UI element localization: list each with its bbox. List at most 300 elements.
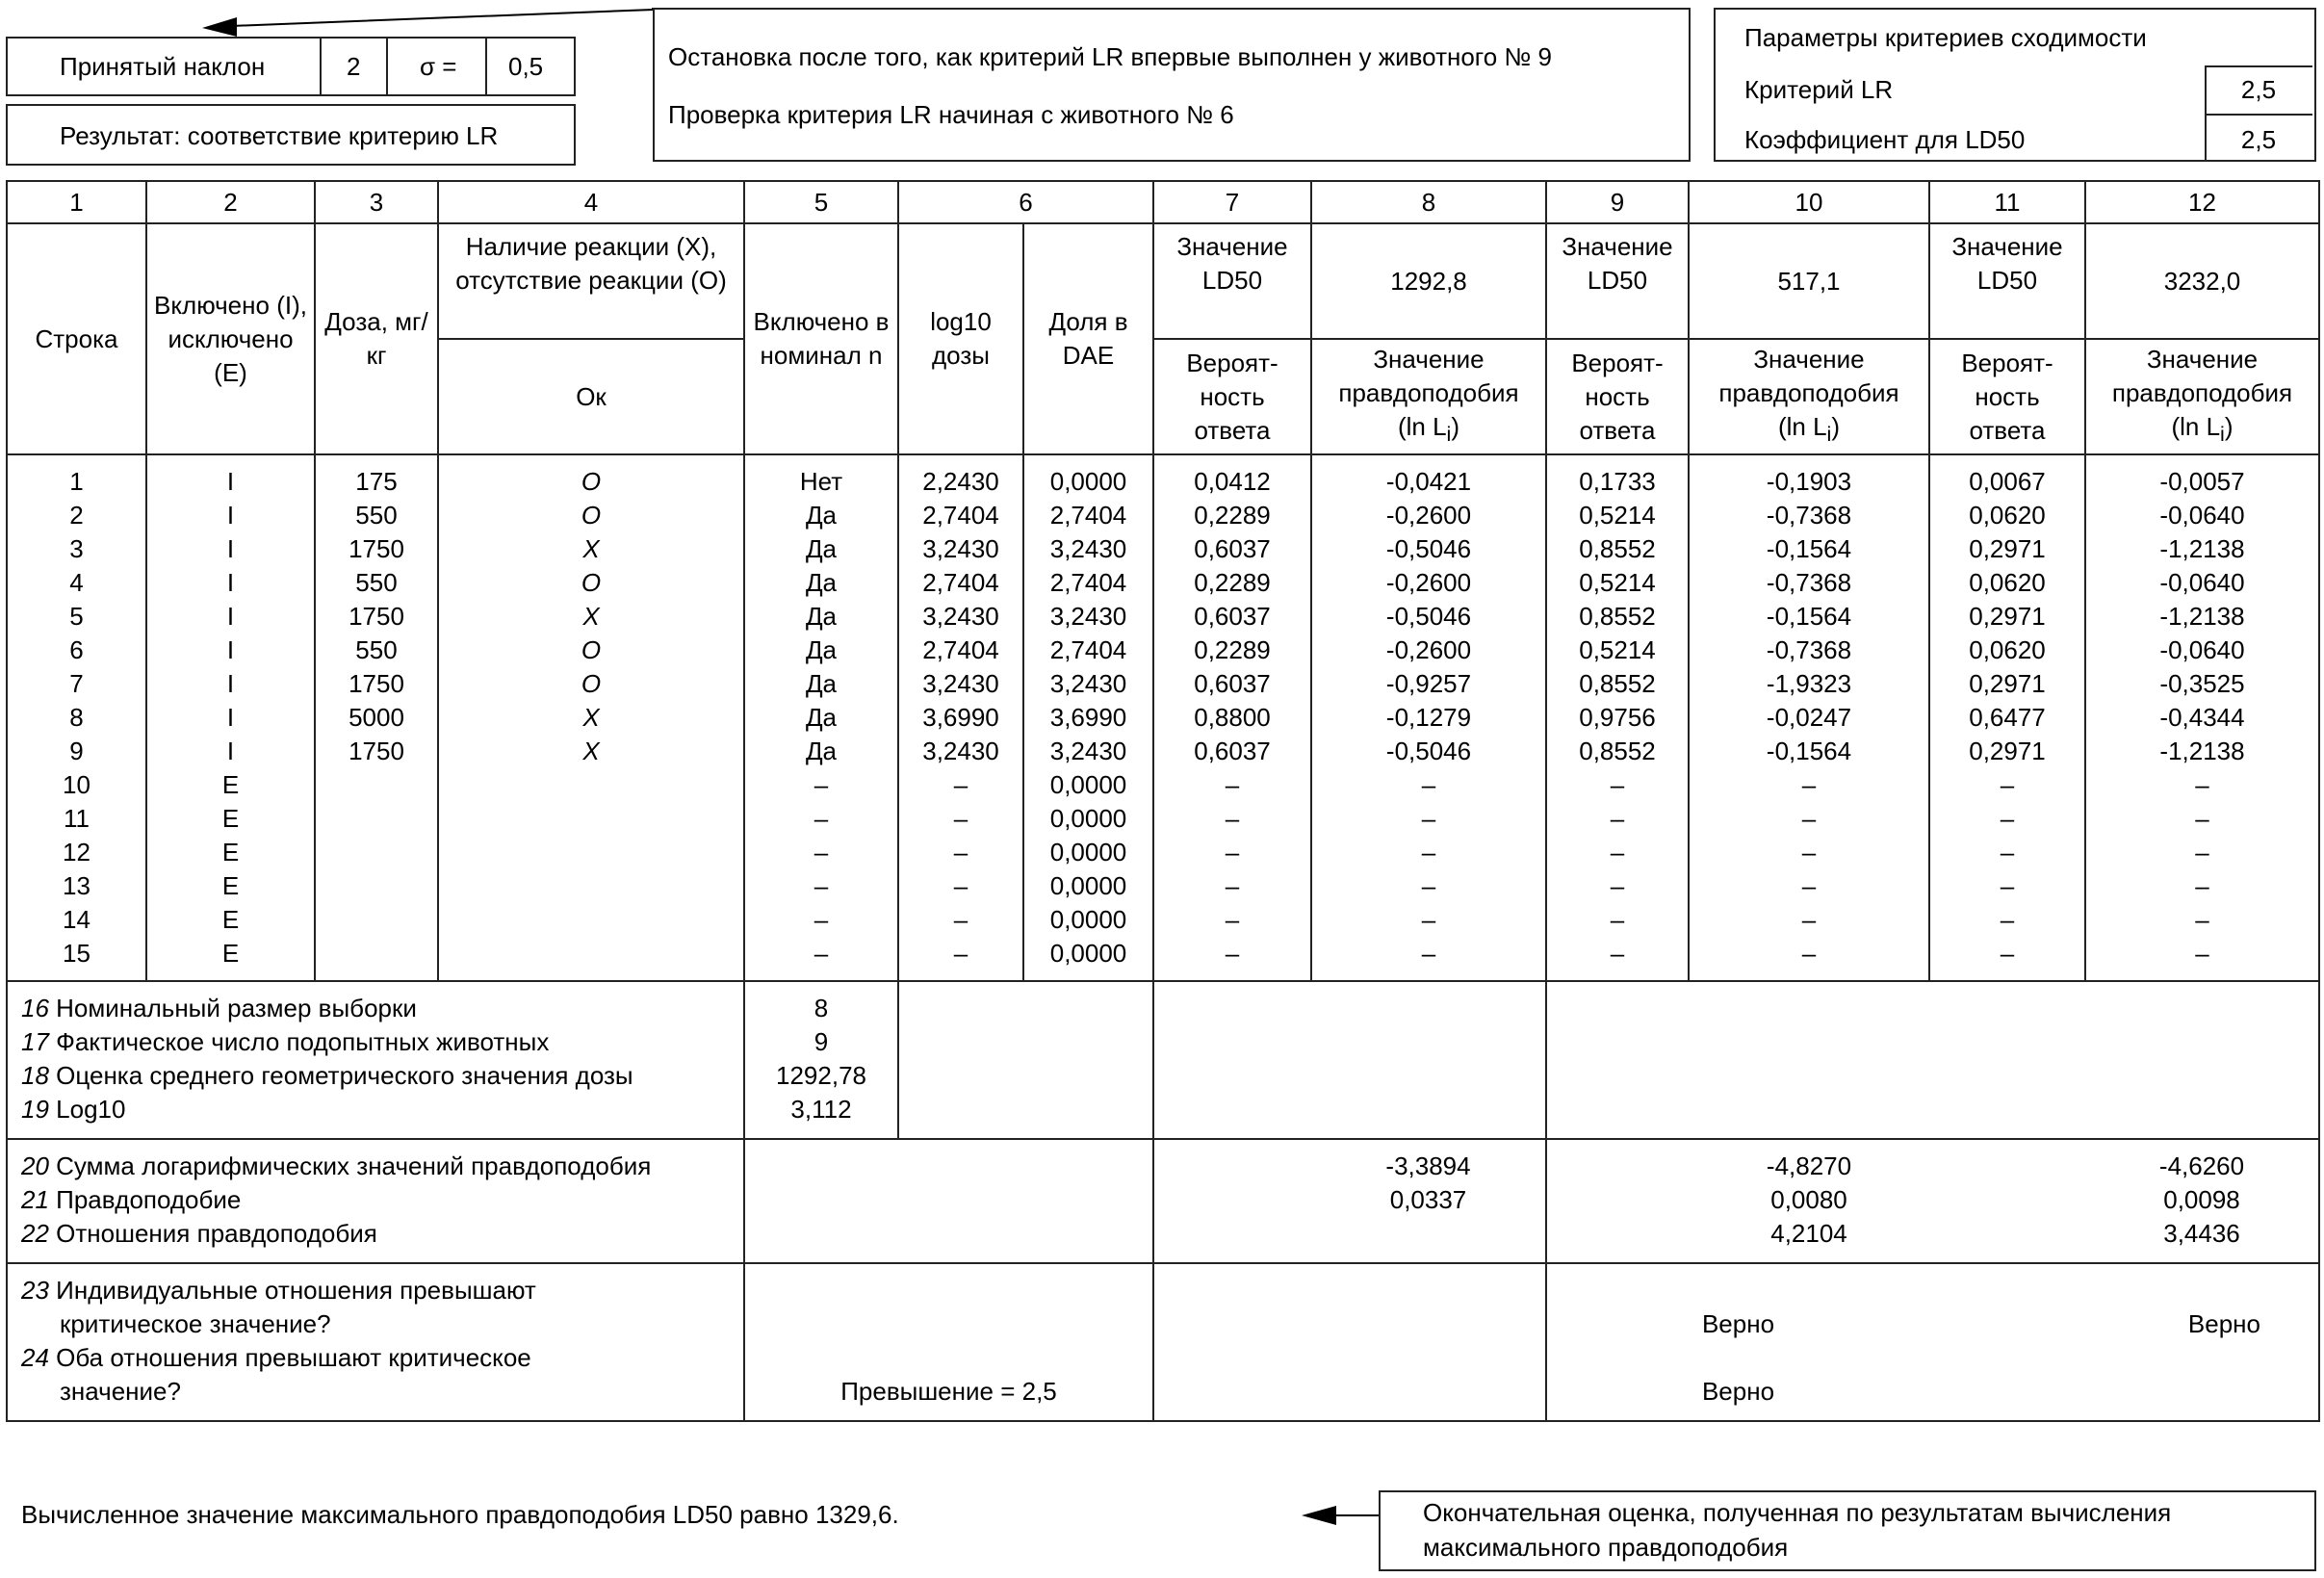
reaction-flag: X: [438, 532, 744, 566]
dae-share: 0,0000: [1023, 836, 1153, 869]
sigma-value: 0,5: [508, 52, 544, 81]
probability-11: 0,0620: [1929, 634, 2085, 667]
col-num: 9: [1546, 181, 1689, 223]
log10-dose: 3,6990: [898, 701, 1023, 735]
probability-9: 0,8552: [1546, 532, 1689, 566]
likelihood-12: –: [2085, 768, 2319, 802]
log10-dose: –: [898, 802, 1023, 836]
label-18: Оценка среднего геометрического значения дозы: [56, 1061, 633, 1090]
lik-formula-sub: i: [2220, 422, 2225, 447]
dose-value: [315, 937, 438, 981]
log10-dose: 2,2430: [898, 454, 1023, 499]
line-num-16: 16: [21, 994, 49, 1022]
included-flag: I: [146, 600, 315, 634]
likelihood-12: –: [2085, 802, 2319, 836]
table-row: [7, 701, 2319, 735]
header-lik-text: Значение правдоподобия: [1718, 344, 1899, 407]
header-ld50-label-9: Значение LD50: [1546, 223, 1689, 339]
header-ld50-value-10: 517,1: [1689, 223, 1929, 339]
reaction-flag: [438, 937, 744, 981]
true-23-a: Верно: [1701, 1309, 1775, 1338]
col-num: 5: [744, 181, 898, 223]
summary-sample-size: [7, 981, 2319, 1139]
summary-labels-16-19: [7, 981, 744, 1139]
probability-11: –: [1929, 903, 2085, 937]
sigma-label: σ =: [420, 52, 457, 81]
lr-criterion-value: 2,5: [2240, 75, 2277, 104]
likelihood-10: –: [1689, 768, 1929, 802]
nominal-flag: Да: [744, 566, 898, 600]
likelihood-8: –: [1311, 802, 1546, 836]
probability-9: 0,1733: [1546, 454, 1689, 499]
table-row: [7, 768, 2319, 802]
nominal-flag: Да: [744, 634, 898, 667]
row-number: 2: [7, 499, 146, 532]
likelihood-12: -1,2138: [2085, 735, 2319, 768]
row-number: 4: [7, 566, 146, 600]
dose-value: [315, 836, 438, 869]
header-prob-9: Вероят-ность ответа: [1546, 339, 1689, 454]
included-flag: I: [146, 499, 315, 532]
convergence-title: Параметры критериев сходимости: [1744, 23, 2147, 52]
value-10-20: -4,8270: [1766, 1151, 1852, 1180]
row-number: 5: [7, 600, 146, 634]
probability-11: –: [1929, 937, 2085, 981]
dae-share: 0,0000: [1023, 768, 1153, 802]
likelihood-12: –: [2085, 937, 2319, 981]
header-lik-formula: [2086, 410, 2318, 451]
probability-11: 0,2971: [1929, 532, 2085, 566]
stop-rule-line1: Остановка после того, как критерий LR впервые выполнен у животного № 9: [668, 42, 1552, 71]
header-lik-formula: [1312, 410, 1545, 451]
table-row: [7, 499, 2319, 532]
probability-7: 0,6037: [1153, 735, 1311, 768]
likelihood-8: -0,2600: [1311, 634, 1546, 667]
col-num: 11: [1929, 181, 2085, 223]
arrow-to-slope-box: [202, 8, 653, 37]
line-num-22: 22: [21, 1219, 49, 1248]
value-19: 3,112: [790, 1095, 852, 1124]
probability-9: –: [1546, 768, 1689, 802]
likelihood-10: -0,7368: [1689, 566, 1929, 600]
table-row: [7, 566, 2319, 600]
final-estimate-box: [1379, 1490, 2316, 1571]
probability-9: 0,5214: [1546, 566, 1689, 600]
ld50-result-text: Вычисленное значение максимального правдоподобия LD50 равно 1329,6.: [21, 1500, 899, 1529]
probability-9: 0,8552: [1546, 735, 1689, 768]
included-flag: E: [146, 802, 315, 836]
dose-value: [315, 869, 438, 903]
label-23a: Индивидуальные отношения превышают: [56, 1276, 536, 1305]
probability-11: –: [1929, 802, 2085, 836]
reaction-flag: [438, 903, 744, 937]
dose-value: 550: [315, 634, 438, 667]
header-lik-text: Значение правдоподобия: [2111, 344, 2293, 407]
likelihood-8: –: [1311, 836, 1546, 869]
likelihood-10: -0,1564: [1689, 735, 1929, 768]
summary-empty-5-6: [744, 1139, 1153, 1263]
slope-value: 2: [347, 52, 361, 81]
header-row-1: [7, 223, 2319, 339]
header-reaction-text: Наличие реакции (X), отсутствие реакции (O): [455, 232, 727, 295]
likelihood-10: –: [1689, 836, 1929, 869]
reaction-flag: X: [438, 600, 744, 634]
included-flag: I: [146, 532, 315, 566]
reaction-flag: O: [438, 566, 744, 600]
table-row: [7, 735, 2319, 768]
nominal-flag: –: [744, 836, 898, 869]
included-flag: E: [146, 768, 315, 802]
likelihood-8: -0,5046: [1311, 735, 1546, 768]
label-17: Фактическое число подопытных животных: [56, 1027, 550, 1056]
summary-values-12: [2085, 1139, 2319, 1263]
header-reaction-sub: Ок: [438, 339, 744, 454]
header-nominal: [744, 223, 898, 454]
dae-share: 3,6990: [1023, 701, 1153, 735]
probability-11: 0,0067: [1929, 454, 2085, 499]
header-reaction: [438, 223, 744, 339]
included-flag: I: [146, 454, 315, 499]
probability-11: 0,2971: [1929, 735, 2085, 768]
nominal-flag: –: [744, 937, 898, 981]
included-flag: I: [146, 566, 315, 600]
table-row: [7, 667, 2319, 701]
likelihood-12: -1,2138: [2085, 600, 2319, 634]
likelihood-12: –: [2085, 903, 2319, 937]
lik-formula-open: (ln L: [1777, 411, 1827, 441]
likelihood-12: -0,0640: [2085, 566, 2319, 600]
label-21: Правдоподобие: [56, 1185, 242, 1214]
column-number-row: [7, 181, 2319, 223]
probability-11: –: [1929, 869, 2085, 903]
value-12-21: 0,0098: [2163, 1185, 2240, 1214]
label-16: Номинальный размер выборки: [56, 994, 417, 1022]
likelihood-10: -0,1903: [1689, 454, 1929, 499]
col-num: 2: [146, 181, 315, 223]
dose-value: [315, 768, 438, 802]
dae-share: 3,2430: [1023, 667, 1153, 701]
log10-dose: 3,2430: [898, 667, 1023, 701]
dose-value: 550: [315, 499, 438, 532]
probability-7: 0,2289: [1153, 499, 1311, 532]
row-number: 12: [7, 836, 146, 869]
summary-empty-7-8b: [1153, 1263, 1546, 1421]
header-ld50-value-8: 1292,8: [1311, 223, 1546, 339]
dose-value: 1750: [315, 735, 438, 768]
included-flag: E: [146, 937, 315, 981]
likelihood-10: -0,0247: [1689, 701, 1929, 735]
log10-dose: 2,7404: [898, 566, 1023, 600]
header-lik-8: [1311, 339, 1546, 454]
dose-value: [315, 802, 438, 836]
log10-dose: –: [898, 903, 1023, 937]
summary-likelihood: [7, 1139, 2319, 1263]
reaction-flag: [438, 836, 744, 869]
probability-11: 0,2971: [1929, 667, 2085, 701]
col-num: 7: [1153, 181, 1311, 223]
summary-labels-23-24: [7, 1263, 744, 1421]
header-lik-12: [2085, 339, 2319, 454]
likelihood-12: -0,3525: [2085, 667, 2319, 701]
likelihood-8: -0,5046: [1311, 600, 1546, 634]
header-nominal-a: Включено в: [753, 307, 890, 336]
row-number: 3: [7, 532, 146, 566]
included-flag: I: [146, 735, 315, 768]
probability-11: 0,6477: [1929, 701, 2085, 735]
log10-dose: –: [898, 768, 1023, 802]
col-num: 4: [438, 181, 744, 223]
dae-share: 3,2430: [1023, 735, 1153, 768]
header-ld50-label-7: Значение LD50: [1153, 223, 1311, 339]
probability-7: –: [1153, 802, 1311, 836]
likelihood-8: -0,9257: [1311, 667, 1546, 701]
probability-9: 0,5214: [1546, 499, 1689, 532]
nominal-flag: Да: [744, 532, 898, 566]
table-row: [7, 836, 2319, 869]
value-10-21: 0,0080: [1770, 1185, 1847, 1214]
header-ld50-value-12: 3232,0: [2085, 223, 2319, 339]
line-num-18: 18: [21, 1061, 49, 1090]
summary-empty-6: [898, 981, 1153, 1139]
likelihood-12: –: [2085, 836, 2319, 869]
header-included: Включено (I), исключено (E): [146, 223, 315, 454]
log10-dose: –: [898, 937, 1023, 981]
probability-9: –: [1546, 937, 1689, 981]
true-23-b: Верно: [2187, 1309, 2260, 1338]
nominal-flag: –: [744, 869, 898, 903]
stop-rule-line2: Проверка критерия LR начиная с животного № 6: [668, 100, 1234, 129]
likelihood-10: –: [1689, 937, 1929, 981]
included-flag: I: [146, 634, 315, 667]
dose-value: [315, 903, 438, 937]
reaction-flag: O: [438, 667, 744, 701]
included-flag: I: [146, 701, 315, 735]
included-flag: E: [146, 836, 315, 869]
label-24a: Оба отношения превышают критическое: [56, 1343, 531, 1372]
likelihood-10: –: [1689, 869, 1929, 903]
value-17: 9: [813, 1027, 829, 1056]
included-flag: E: [146, 869, 315, 903]
row-number: 7: [7, 667, 146, 701]
summary-empty-7-8: [1153, 981, 1546, 1139]
dose-value: 175: [315, 454, 438, 499]
summary-exceed-cell: [744, 1263, 1153, 1421]
likelihood-10: –: [1689, 802, 1929, 836]
dae-share: 3,2430: [1023, 600, 1153, 634]
row-number: 10: [7, 768, 146, 802]
dae-share: 2,7404: [1023, 499, 1153, 532]
probability-11: 0,0620: [1929, 566, 2085, 600]
row-number: 13: [7, 869, 146, 903]
row-number: 15: [7, 937, 146, 981]
dae-share: 0,0000: [1023, 802, 1153, 836]
header-lik-text: Значение правдоподобия: [1338, 344, 1519, 407]
lik-formula-sub: i: [1826, 422, 1832, 447]
value-12-20: -4,6260: [2158, 1151, 2245, 1180]
nominal-flag: Да: [744, 701, 898, 735]
value-8-20: -3,3894: [1385, 1151, 1471, 1180]
probability-7: 0,6037: [1153, 600, 1311, 634]
log10-dose: 3,2430: [898, 600, 1023, 634]
header-row: Строка: [7, 223, 146, 454]
reaction-flag: [438, 802, 744, 836]
likelihood-8: -0,2600: [1311, 499, 1546, 532]
reaction-flag: O: [438, 634, 744, 667]
likelihood-12: -0,4344: [2085, 701, 2319, 735]
slope-box: [6, 37, 576, 96]
table-row: [7, 454, 2319, 499]
col-num: 6: [898, 181, 1153, 223]
likelihood-10: –: [1689, 903, 1929, 937]
dose-value: 5000: [315, 701, 438, 735]
true-24: Верно: [1701, 1377, 1775, 1406]
log10-dose: –: [898, 869, 1023, 903]
header-prob-7: Вероят-ность ответа: [1153, 339, 1311, 454]
likelihood-10: -0,1564: [1689, 600, 1929, 634]
dae-share: 3,2430: [1023, 532, 1153, 566]
reaction-flag: O: [438, 454, 744, 499]
summary-labels-20-22: [7, 1139, 744, 1263]
probability-7: 0,6037: [1153, 532, 1311, 566]
lik-formula-sub: i: [1446, 422, 1452, 447]
likelihood-10: -0,1564: [1689, 532, 1929, 566]
row-number: 8: [7, 701, 146, 735]
table-row: [7, 532, 2319, 566]
likelihood-12: –: [2085, 869, 2319, 903]
header-dose: Доза, мг/кг: [315, 223, 438, 454]
included-flag: E: [146, 903, 315, 937]
likelihood-8: –: [1311, 903, 1546, 937]
header-dae: Доля в DAE: [1023, 223, 1153, 454]
col-num: 12: [2085, 181, 2319, 223]
col-num: 10: [1689, 181, 1929, 223]
dae-share: 0,0000: [1023, 869, 1153, 903]
result-text: Результат: соответствие критерию LR: [60, 121, 499, 150]
label-20: Сумма логарифмических значений правдоподобия: [56, 1151, 652, 1180]
summary-values-16-19: [744, 981, 898, 1139]
arrow-to-result-text: [1302, 1506, 1379, 1525]
probability-9: –: [1546, 869, 1689, 903]
summary-empty-9-12: [1546, 981, 2319, 1139]
likelihood-12: -1,2138: [2085, 532, 2319, 566]
line-num-23: 23: [21, 1276, 49, 1305]
lr-criterion-label: Критерий LR: [1744, 75, 1894, 104]
header-nominal-b: номинал n: [760, 341, 883, 370]
dae-share: 0,0000: [1023, 454, 1153, 499]
header-ld50-label-11: Значение LD50: [1929, 223, 2085, 339]
ld50-coef-label: Коэффициент для LD50: [1744, 125, 2026, 154]
likelihood-10: -1,9323: [1689, 667, 1929, 701]
col-num: 8: [1311, 181, 1546, 223]
label-23b: критическое значение?: [60, 1309, 331, 1338]
reaction-flag: [438, 768, 744, 802]
dae-share: 2,7404: [1023, 634, 1153, 667]
header-prob-11: Вероят-ность ответа: [1929, 339, 2085, 454]
log10-dose: 2,7404: [898, 634, 1023, 667]
dose-value: 1750: [315, 532, 438, 566]
dae-share: 0,0000: [1023, 903, 1153, 937]
header-lik-formula: [1690, 410, 1928, 451]
table-row: [7, 634, 2319, 667]
row-number: 1: [7, 454, 146, 499]
label-19: Log10: [56, 1095, 126, 1124]
dose-value: 1750: [315, 667, 438, 701]
line-num-21: 21: [21, 1185, 49, 1214]
summary-empty-9: [1546, 1139, 1689, 1263]
reaction-flag: X: [438, 735, 744, 768]
probability-9: 0,8552: [1546, 600, 1689, 634]
log10-dose: 2,7404: [898, 499, 1023, 532]
probability-7: 0,2289: [1153, 634, 1311, 667]
probability-11: 0,0620: [1929, 499, 2085, 532]
value-16: 8: [813, 994, 829, 1022]
likelihood-8: -0,5046: [1311, 532, 1546, 566]
final-estimate-line1: Окончательная оценка, полученная по результатам вычисления: [1423, 1498, 2172, 1527]
likelihood-8: -0,0421: [1311, 454, 1546, 499]
table-row: [7, 802, 2319, 836]
nominal-flag: Нет: [744, 454, 898, 499]
probability-9: –: [1546, 802, 1689, 836]
probability-7: 0,8800: [1153, 701, 1311, 735]
lik-formula-open: (ln L: [2171, 411, 2221, 441]
label-22: Отношения правдоподобия: [56, 1219, 377, 1248]
table-row: [7, 600, 2319, 634]
row-number: 11: [7, 802, 146, 836]
probability-7: –: [1153, 903, 1311, 937]
reaction-flag: O: [438, 499, 744, 532]
probability-7: –: [1153, 836, 1311, 869]
probability-7: 0,0412: [1153, 454, 1311, 499]
probability-9: 0,8552: [1546, 667, 1689, 701]
line-num-19: 19: [21, 1095, 49, 1124]
value-12-22: 3,4436: [2163, 1219, 2240, 1248]
lik-formula-close: ): [1831, 411, 1841, 441]
row-number: 6: [7, 634, 146, 667]
slope-label: Принятый наклон: [60, 52, 266, 81]
probability-9: –: [1546, 903, 1689, 937]
stop-rule-box: [653, 8, 1691, 162]
label-24b: значение?: [60, 1377, 181, 1406]
log10-dose: –: [898, 836, 1023, 869]
lik-formula-close: ): [1451, 411, 1460, 441]
likelihood-8: –: [1311, 869, 1546, 903]
final-estimate-line2: максимального правдоподобия: [1423, 1533, 1789, 1562]
likelihood-12: -0,0640: [2085, 634, 2319, 667]
nominal-flag: Да: [744, 499, 898, 532]
likelihood-8: -0,2600: [1311, 566, 1546, 600]
dose-value: 1750: [315, 600, 438, 634]
probability-7: 0,6037: [1153, 667, 1311, 701]
likelihood-table: [6, 180, 2320, 1422]
header-log10: log10 дозы: [898, 223, 1023, 454]
table-row: [7, 869, 2319, 903]
nominal-flag: –: [744, 768, 898, 802]
probability-7: –: [1153, 768, 1311, 802]
reaction-flag: [438, 869, 744, 903]
likelihood-12: -0,0057: [2085, 454, 2319, 499]
log10-dose: 3,2430: [898, 735, 1023, 768]
summary-exceed: [7, 1263, 2319, 1421]
exceed-threshold: Превышение = 2,5: [840, 1377, 1057, 1406]
summary-true-11-12: [1929, 1263, 2319, 1421]
dae-share: 0,0000: [1023, 937, 1153, 981]
value-18: 1292,78: [776, 1061, 866, 1090]
value-10-22: 4,2104: [1770, 1219, 1847, 1248]
table-row: [7, 903, 2319, 937]
row-number: 9: [7, 735, 146, 768]
included-flag: I: [146, 667, 315, 701]
result-box: [6, 104, 576, 166]
